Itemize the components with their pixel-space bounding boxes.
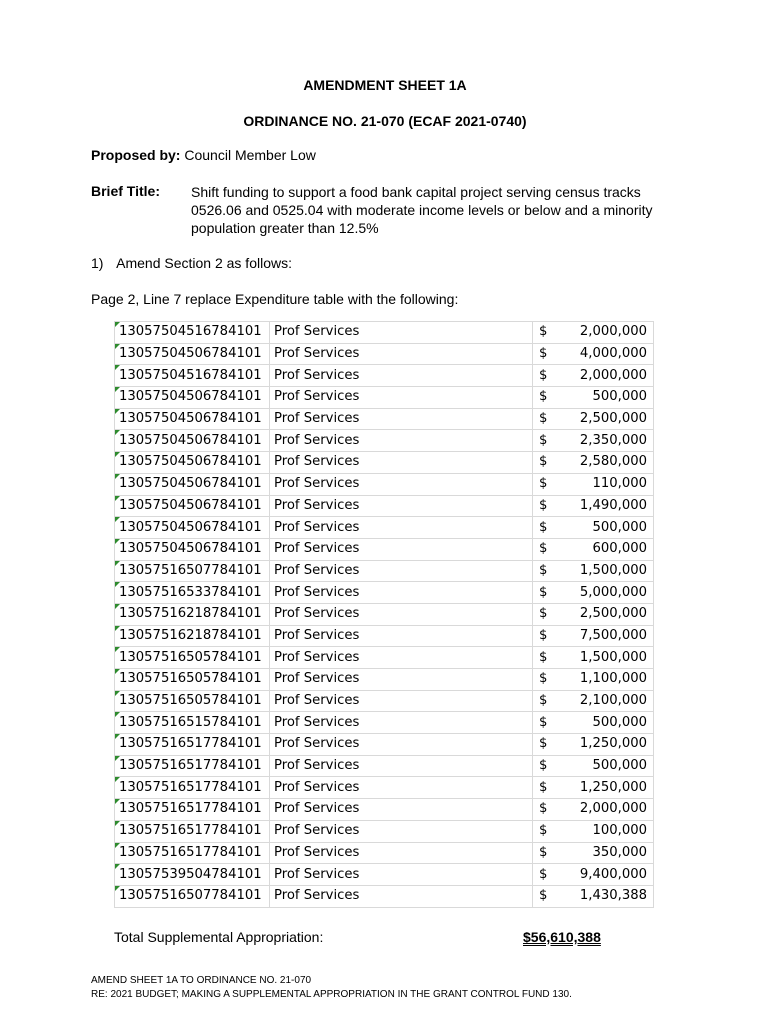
brief-title-text: Shift funding to support a food bank capital project serving census tracks 0526.06 and 0525.04 with moderate income levels or below and a minority population greater than 12.5% <box>191 184 653 236</box>
currency-cell: $ <box>533 625 570 647</box>
currency-cell: $ <box>533 603 570 625</box>
currency-cell: $ <box>533 712 570 734</box>
account-cell: 13057516515784101 <box>115 712 270 734</box>
table-row <box>115 625 654 647</box>
currency-cell: $ <box>533 842 570 864</box>
currency-cell: $ <box>533 517 570 539</box>
table-row <box>115 603 654 625</box>
amount-cell: 1,500,000 <box>569 647 654 669</box>
table-row <box>115 517 654 539</box>
description-cell: Prof Services <box>270 625 533 647</box>
currency-cell: $ <box>533 864 570 886</box>
amend-text: Amend Section 2 as follows: <box>116 255 292 271</box>
amount-cell: 2,000,000 <box>569 799 654 821</box>
amount-cell: 2,000,000 <box>569 322 654 344</box>
account-cell: 13057516507784101 <box>115 885 270 907</box>
amount-cell: 7,500,000 <box>569 625 654 647</box>
currency-cell: $ <box>533 343 570 365</box>
account-cell: 13057504506784101 <box>115 538 270 560</box>
amount-cell: 2,500,000 <box>569 603 654 625</box>
account-cell: 13057516218784101 <box>115 603 270 625</box>
description-cell: Prof Services <box>270 755 533 777</box>
table-row <box>115 864 654 886</box>
account-cell: 13057516505784101 <box>115 647 270 669</box>
account-cell: 13057516533784101 <box>115 582 270 604</box>
amount-cell: 110,000 <box>569 473 654 495</box>
account-cell: 13057504506784101 <box>115 408 270 430</box>
table-row <box>115 560 654 582</box>
description-cell: Prof Services <box>270 885 533 907</box>
account-cell: 13057516517784101 <box>115 820 270 842</box>
description-cell: Prof Services <box>270 387 533 409</box>
description-cell: Prof Services <box>270 473 533 495</box>
amount-cell: 100,000 <box>569 820 654 842</box>
brief-title-label: Brief Title: <box>91 183 160 199</box>
account-cell: 13057516505784101 <box>115 669 270 691</box>
account-cell: 13057504506784101 <box>115 387 270 409</box>
amount-cell: 1,250,000 <box>569 777 654 799</box>
description-cell: Prof Services <box>270 712 533 734</box>
description-cell: Prof Services <box>270 820 533 842</box>
amount-cell: 1,100,000 <box>569 669 654 691</box>
description-cell: Prof Services <box>270 538 533 560</box>
description-cell: Prof Services <box>270 842 533 864</box>
table-row <box>115 408 654 430</box>
currency-cell: $ <box>533 387 570 409</box>
proposed-by-line <box>91 147 316 163</box>
currency-cell: $ <box>533 820 570 842</box>
description-cell: Prof Services <box>270 408 533 430</box>
account-cell: 13057504506784101 <box>115 343 270 365</box>
account-cell: 13057504506784101 <box>115 473 270 495</box>
amount-cell: 1,500,000 <box>569 560 654 582</box>
amount-cell: 600,000 <box>569 538 654 560</box>
description-cell: Prof Services <box>270 734 533 756</box>
currency-cell: $ <box>533 430 570 452</box>
table-row <box>115 755 654 777</box>
amendment-title: AMENDMENT SHEET 1A <box>303 77 467 93</box>
description-cell: Prof Services <box>270 777 533 799</box>
table-row <box>115 387 654 409</box>
amount-cell: 500,000 <box>569 517 654 539</box>
description-cell: Prof Services <box>270 495 533 517</box>
description-cell: Prof Services <box>270 690 533 712</box>
table-row <box>115 430 654 452</box>
table-row <box>115 885 654 907</box>
table-row <box>115 712 654 734</box>
amount-cell: 2,580,000 <box>569 452 654 474</box>
account-cell: 13057516218784101 <box>115 625 270 647</box>
table-row <box>115 734 654 756</box>
expenditure-table <box>114 321 654 908</box>
proposed-by-label: Proposed by: <box>91 147 181 163</box>
description-cell: Prof Services <box>270 365 533 387</box>
amount-cell: 1,430,388 <box>569 885 654 907</box>
table-row <box>115 799 654 821</box>
currency-cell: $ <box>533 473 570 495</box>
account-cell: 13057539504784101 <box>115 864 270 886</box>
account-cell: 13057504506784101 <box>115 517 270 539</box>
currency-cell: $ <box>533 799 570 821</box>
account-cell: 13057504516784101 <box>115 365 270 387</box>
amount-cell: 2,350,000 <box>569 430 654 452</box>
table-row <box>115 538 654 560</box>
amount-cell: 2,000,000 <box>569 365 654 387</box>
currency-cell: $ <box>533 777 570 799</box>
amount-cell: 4,000,000 <box>569 343 654 365</box>
table-row <box>115 343 654 365</box>
currency-cell: $ <box>533 560 570 582</box>
table-row <box>115 690 654 712</box>
currency-cell: $ <box>533 647 570 669</box>
amount-cell: 1,250,000 <box>569 734 654 756</box>
description-cell: Prof Services <box>270 582 533 604</box>
amount-cell: 9,400,000 <box>569 864 654 886</box>
amend-instruction <box>91 255 292 271</box>
description-cell: Prof Services <box>270 669 533 691</box>
description-cell: Prof Services <box>270 343 533 365</box>
description-cell: Prof Services <box>270 799 533 821</box>
currency-cell: $ <box>533 734 570 756</box>
amount-cell: 500,000 <box>569 387 654 409</box>
amount-cell: 1,490,000 <box>569 495 654 517</box>
account-cell: 13057516517784101 <box>115 842 270 864</box>
table-row <box>115 452 654 474</box>
description-cell: Prof Services <box>270 864 533 886</box>
account-cell: 13057504506784101 <box>115 452 270 474</box>
amount-cell: 500,000 <box>569 755 654 777</box>
account-cell: 13057516517784101 <box>115 734 270 756</box>
amount-cell: 350,000 <box>569 842 654 864</box>
footer-line-2: RE: 2021 BUDGET; MAKING A SUPPLEMENTAL APPROPRIATION IN THE GRANT CONTROL FUND 130. <box>91 989 572 1000</box>
ordinance-title: ORDINANCE NO. 21-070 (ECAF 2021-0740) <box>243 113 527 129</box>
currency-cell: $ <box>533 755 570 777</box>
total-label: Total Supplemental Appropriation: <box>114 929 324 945</box>
currency-cell: $ <box>533 538 570 560</box>
account-cell: 13057504506784101 <box>115 430 270 452</box>
amount-cell: 500,000 <box>569 712 654 734</box>
description-cell: Prof Services <box>270 430 533 452</box>
amend-number: 1) <box>91 255 104 271</box>
proposed-by-value: Council Member Low <box>184 147 316 163</box>
description-cell: Prof Services <box>270 322 533 344</box>
currency-cell: $ <box>533 408 570 430</box>
table-row <box>115 777 654 799</box>
total-value: $56,610,388 <box>523 929 601 945</box>
currency-cell: $ <box>533 365 570 387</box>
description-cell: Prof Services <box>270 560 533 582</box>
amount-cell: 5,000,000 <box>569 582 654 604</box>
description-cell: Prof Services <box>270 647 533 669</box>
table-row <box>115 495 654 517</box>
page-line-instruction: Page 2, Line 7 replace Expenditure table with the following: <box>91 291 459 307</box>
account-cell: 13057516517784101 <box>115 755 270 777</box>
account-cell: 13057516505784101 <box>115 690 270 712</box>
currency-cell: $ <box>533 582 570 604</box>
table-row <box>115 322 654 344</box>
description-cell: Prof Services <box>270 517 533 539</box>
table-row <box>115 820 654 842</box>
currency-cell: $ <box>533 669 570 691</box>
account-cell: 13057504506784101 <box>115 495 270 517</box>
table-row <box>115 842 654 864</box>
currency-cell: $ <box>533 322 570 344</box>
currency-cell: $ <box>533 690 570 712</box>
account-cell: 13057504516784101 <box>115 322 270 344</box>
table-row <box>115 473 654 495</box>
table-row <box>115 365 654 387</box>
amount-cell: 2,500,000 <box>569 408 654 430</box>
account-cell: 13057516517784101 <box>115 799 270 821</box>
footer-line-1: AMEND SHEET 1A TO ORDINANCE NO. 21-070 <box>91 975 312 986</box>
currency-cell: $ <box>533 495 570 517</box>
description-cell: Prof Services <box>270 603 533 625</box>
account-cell: 13057516507784101 <box>115 560 270 582</box>
amount-cell: 2,100,000 <box>569 690 654 712</box>
table-row <box>115 647 654 669</box>
currency-cell: $ <box>533 885 570 907</box>
account-cell: 13057516517784101 <box>115 777 270 799</box>
currency-cell: $ <box>533 452 570 474</box>
table-row <box>115 669 654 691</box>
description-cell: Prof Services <box>270 452 533 474</box>
table-row <box>115 582 654 604</box>
